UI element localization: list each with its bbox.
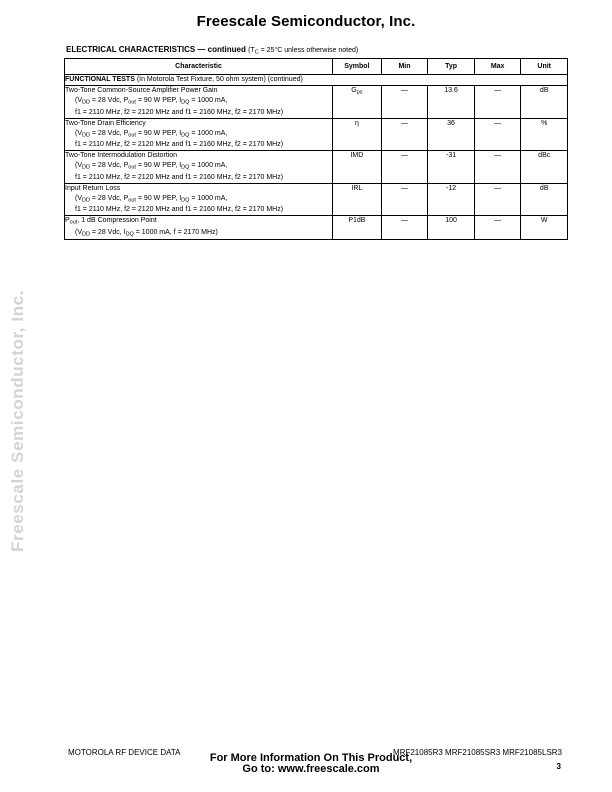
typ-cell: -31 — [428, 151, 475, 184]
promo-line-1: For More Information On This Product, — [209, 752, 413, 764]
frequency-line: f1 = 2110 MHz, f2 = 2120 MHz and f1 = 2160 MHz, f2 = 2170 MHz) — [75, 206, 284, 213]
symbol-cell: η — [333, 118, 382, 151]
header-symbol: Symbol — [333, 59, 382, 75]
symbol-cell: IRL — [333, 183, 382, 216]
page-number: 3 — [556, 762, 561, 771]
max-cell: — — [474, 216, 521, 240]
section-title — [66, 45, 358, 56]
condition-line: ($V_{DD} = 28$ Vdc, $P_{out} = 90$ W PEP, $I_{DQ} = 1000$ mA, — [75, 194, 228, 203]
min-cell: — — [381, 151, 428, 184]
characteristic-label: $P_{out}$, 1 dB Compression Point — [65, 217, 157, 226]
characteristic-cell — [65, 151, 333, 184]
max-cell: — — [474, 151, 521, 184]
group-heading — [65, 75, 568, 86]
characteristic-cell — [65, 86, 333, 119]
page-header: Freescale Semiconductor, Inc. — [196, 13, 416, 30]
characteristic-cell — [65, 118, 333, 151]
unit-cell: dBc — [521, 151, 568, 184]
characteristics-table — [64, 58, 568, 240]
min-cell: — — [381, 86, 428, 119]
typ-cell: 36 — [428, 118, 475, 151]
max-cell: — — [474, 86, 521, 119]
max-cell: — — [474, 118, 521, 151]
footer-promo — [0, 753, 612, 775]
symbol-cell: P1dB — [333, 216, 382, 240]
condition-line: ($V_{DD} = 28$ Vdc, $I_{DQ} = 1000$ mA, f = 2170 MHz) — [75, 228, 218, 237]
min-cell: — — [381, 216, 428, 240]
header-min: Min — [381, 59, 428, 75]
table-row — [65, 86, 568, 119]
table-header-row — [65, 59, 568, 75]
footer-left: MOTOROLA RF DEVICE DATA — [68, 748, 181, 757]
group-title: FUNCTIONAL TESTS — [65, 76, 135, 83]
unit-cell: dB — [521, 86, 568, 119]
characteristic-label: Two-Tone Intermodulation Distortion — [65, 152, 178, 159]
condition-sub: C — [254, 49, 259, 56]
group-row — [65, 75, 568, 86]
typ-cell: 13.6 — [428, 86, 475, 119]
symbol-cell: $G_{ps}$ — [333, 86, 382, 119]
condition-rest: = 25°C unless otherwise noted) — [258, 47, 359, 54]
typ-cell: 100 — [428, 216, 475, 240]
sidebar-watermark: Freescale Semiconductor, Inc. — [8, 289, 27, 552]
typ-cell: -12 — [428, 183, 475, 216]
frequency-line: f1 = 2110 MHz, f2 = 2120 MHz and f1 = 2160 MHz, f2 = 2170 MHz) — [75, 108, 284, 116]
max-cell: — — [474, 183, 521, 216]
group-subtitle: (In Motorola Test Fixture, 50 ohm system) (continued) — [134, 76, 303, 83]
table-row — [65, 118, 568, 151]
header-max: Max — [474, 59, 521, 75]
unit-cell: W — [521, 216, 568, 240]
min-cell: — — [381, 118, 428, 151]
section-title-text: ELECTRICAL CHARACTERISTICS — continued — [66, 45, 246, 54]
condition-line: ($V_{DD} = 28$ Vdc, $P_{out} = 90$ W PEP, $I_{DQ} = 1000$ mA, — [75, 162, 228, 171]
condition-line: ($V_{DD} = 28$ Vdc, $P_{out} = 90$ W PEP, $I_{DQ} = 1000$ mA, — [75, 97, 228, 106]
frequency-line: f1 = 2110 MHz, f2 = 2120 MHz and f1 = 2160 MHz, f2 = 2170 MHz) — [75, 141, 284, 148]
promo-line-2: Go to: www.freescale.com — [242, 763, 380, 775]
header-characteristic: Characteristic — [65, 59, 333, 75]
unit-cell: % — [521, 118, 568, 151]
characteristic-label: Input Return Loss — [65, 184, 121, 192]
table-row — [65, 183, 568, 216]
characteristic-cell — [65, 183, 333, 216]
footer-part-numbers: MRF21085R3 MRF21085SR3 MRF21085LSR3 — [393, 748, 562, 757]
characteristic-label: Two-Tone Common-Source Amplifier Power Gain — [65, 87, 218, 94]
symbol-cell: IMD — [333, 151, 382, 184]
min-cell: — — [381, 183, 428, 216]
unit-cell: dB — [521, 183, 568, 216]
condition-open: (T — [248, 47, 255, 54]
header-typ: Typ — [428, 59, 475, 75]
frequency-line: f1 = 2110 MHz, f2 = 2120 MHz and f1 = 2160 MHz, f2 = 2170 MHz) — [75, 173, 284, 181]
table-row — [65, 151, 568, 184]
section-condition — [248, 47, 358, 54]
table-row — [65, 216, 568, 240]
header-unit: Unit — [521, 59, 568, 75]
characteristic-label: Two-Tone Drain Efficiency — [65, 119, 146, 127]
condition-line: ($V_{DD} = 28$ Vdc, $P_{out} = 90$ W PEP, $I_{DQ} = 1000$ mA, — [75, 129, 228, 138]
characteristic-cell — [65, 216, 333, 240]
